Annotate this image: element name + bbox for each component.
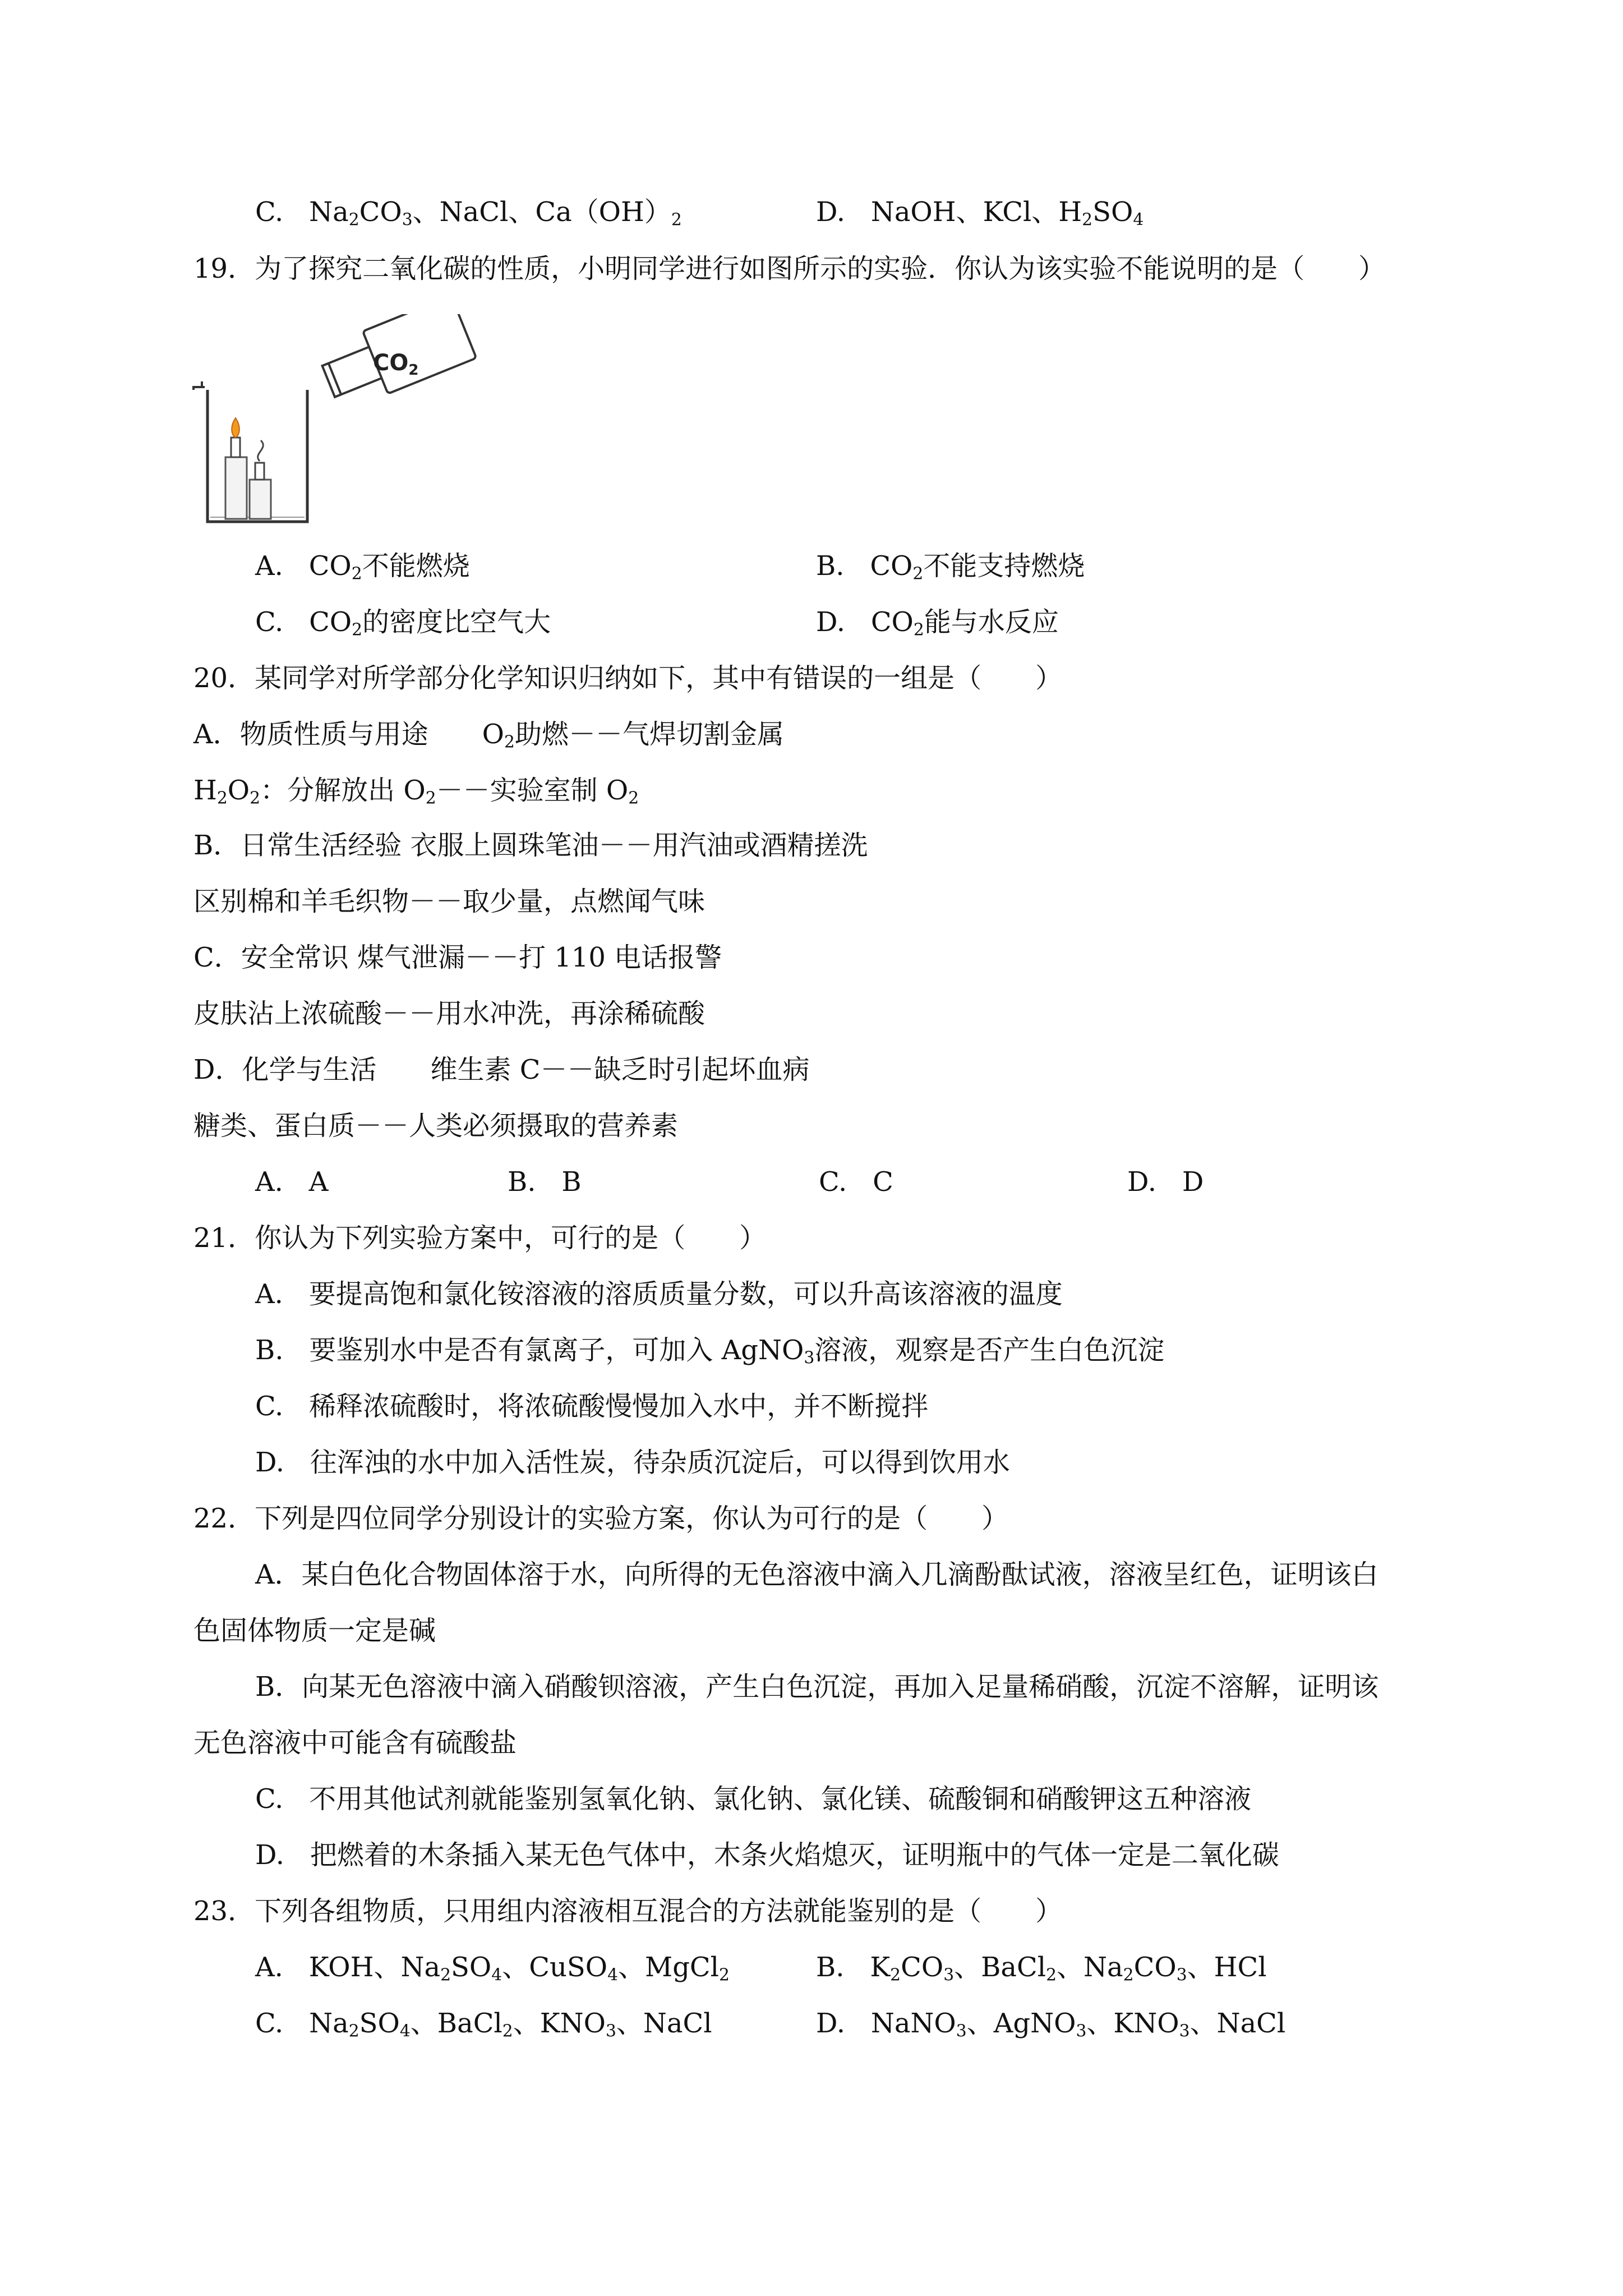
q20-answer-b: B. B [508,1166,582,1198]
q22-option-a-line1: A．某白色化合物固体溶于水，向所得的无色溶液中滴入几滴酚酞试液，溶液呈红色，证明该白 [255,1559,1378,1590]
q21-option-b: B. 要鉴别水中是否有氯离子，可加入 AgNO$_3$溶液，观察是否产生白色沉淀 [255,1335,1165,1368]
q21-option-a: A. 要提高饱和氯化铵溶液的溶质质量分数，可以升高该溶液的温度 [255,1278,1063,1310]
q19-option-c: C. $CO_2$的密度比空气大 [255,606,551,640]
q21-option-d: D. 往浑浊的水中加入活性炭，待杂质沉淀后，可以得到饮用水 [255,1447,1010,1478]
q23-option-d: D. NaNO$_3$、AgNO$_3$、$KNO_3$、NaCl [816,2008,1286,2041]
q18-option-c: C. $Na_2CO_3$、NaCl、$Ca(OH)_2$ [255,196,682,230]
q20-line-a1: A．物质性质与用途 $O_2$助燃－－气焊切割金属 [193,719,784,752]
q19-option-a: A. $CO_2$不能燃烧 [255,550,470,584]
q23-stem: 23．下列各组物质，只用组内溶液相互混合的方法就能鉴别的是（ ） [193,1895,1063,1927]
q20-line-a2: $H_2O_2$：分解放出 $O_2--$实验室制 $O_2$ [193,775,639,808]
q23-option-c: C. $Na_2SO_4$、BaCl$_2$、$KNO_3$、NaCl [255,2008,712,2041]
q20-line-c2: 皮肤沾上浓硫酸－－用水冲洗，再涂稀硫酸 [193,998,706,1029]
q20-answer-a: A. A [255,1166,329,1198]
q18-option-d: D. NaOH、KCl、$H_2SO_4$ [816,196,1144,230]
option-letter: C. [255,196,284,228]
q21-option-c: C. 稀释浓硫酸时，将浓硫酸慢慢加入水中，并不断搅拌 [255,1391,929,1422]
q20-answer-c: C. C [819,1166,893,1198]
q20-line-c1: C．安全常识 煤气泄漏－－打 110 电话报警 [193,942,722,973]
q20-line-d1: D．化学与生活 维生素 C－－缺乏时引起坏血病 [193,1054,810,1085]
co2-experiment-figure [185,314,477,539]
q20-line-d2: 糖类、蛋白质－－人类必须摄取的营养素 [193,1110,679,1142]
q22-option-c: C. 不用其他试剂就能鉴别氢氧化钠、氯化钠、氯化镁、硫酸铜和硝酸钾这五种溶液 [255,1783,1252,1815]
q22-stem: 22．下列是四位同学分别设计的实验方案，你认为可行的是（ ） [193,1503,1009,1534]
q20-line-b1: B．日常生活经验 衣服上圆珠笔油－－用汽油或酒精搓洗 [193,830,868,861]
co2-label: $CO_2$ [373,350,419,379]
q21-stem: 21．你认为下列实验方案中，可行的是（ ） [193,1222,767,1254]
q19-option-b: B. $CO_2$不能支持燃烧 [816,550,1085,584]
q23-option-b: B. $K_2CO_3$、BaCl$_2$、$Na_2CO_3$、HCl [816,1952,1267,1985]
q19-stem: 19．为了探究二氧化碳的性质，小明同学进行如图所示的实验．你认为该实验不能说明的是（ ） [193,253,1386,284]
q22-option-b-line1: B．向某无色溶液中滴入硝酸钡溶液，产生白色沉淀，再加入足量稀硝酸，沉淀不溶解，证明该 [255,1671,1379,1703]
option-letter: D. [816,196,846,228]
q22-option-d: D. 把燃着的木条插入某无色气体中，木条火焰熄灭，证明瓶中的气体一定是二氧化碳 [255,1839,1279,1871]
q22-option-b-line2: 无色溶液中可能含有硫酸盐 [193,1727,517,1759]
q19-option-d: D. $CO_2$能与水反应 [816,606,1059,640]
q20-stem: 20．某同学对所学部分化学知识归纳如下，其中有错误的一组是（ ） [193,662,1063,694]
q20-line-b2: 区别棉和羊毛织物－－取少量，点燃闻气味 [193,886,706,917]
q22-option-a-line2: 色固体物质一定是碱 [193,1615,436,1646]
q23-option-a: A. KOH、$Na_2SO_4$、CuSO$_4$、MgCl$_2$ [255,1952,730,1985]
q20-answer-d: D. D [1127,1166,1204,1198]
